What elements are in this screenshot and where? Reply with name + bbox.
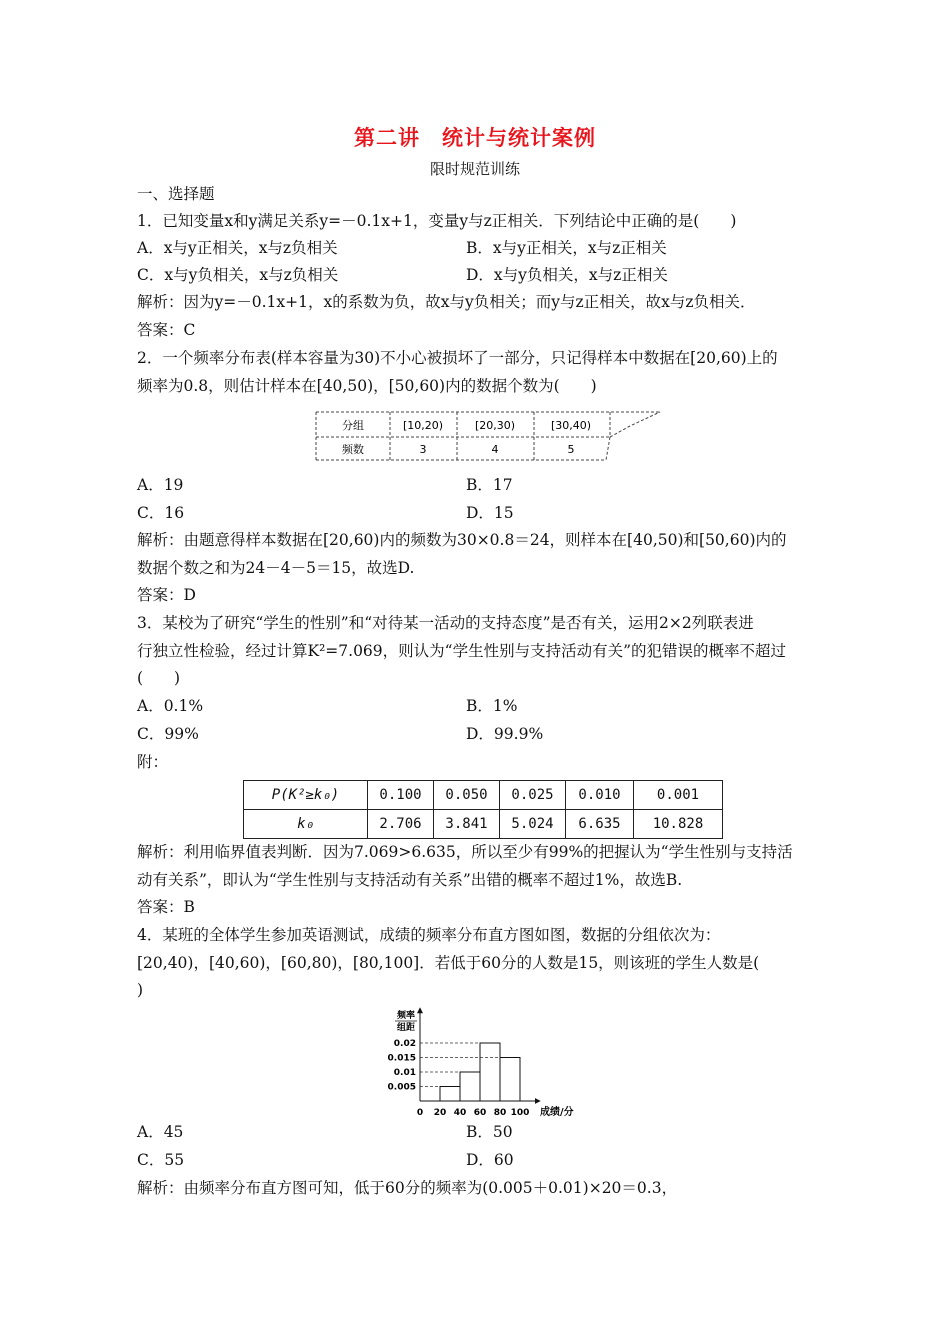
q4-option-a: A．45 bbox=[137, 1123, 184, 1141]
q2-option-b: B．17 bbox=[466, 476, 513, 494]
q2-table-header-group: 分组 bbox=[342, 419, 364, 432]
q1-option-c: C．x与y负相关，x与z负相关 bbox=[137, 266, 339, 284]
q2-option-d: D．15 bbox=[466, 504, 514, 522]
table-cell: 0.100 bbox=[368, 781, 434, 810]
table-cell: 5.024 bbox=[500, 810, 566, 839]
q4-option-d: D．60 bbox=[466, 1151, 514, 1169]
y-tick-label: 0.02 bbox=[393, 1039, 416, 1049]
x-tick-label: 60 bbox=[473, 1108, 487, 1118]
critical-value-table bbox=[243, 780, 723, 839]
q3-option-b: B．1% bbox=[466, 697, 518, 715]
table-cell: 6.635 bbox=[566, 810, 634, 839]
q1-option-a: A．x与y正相关，x与z负相关 bbox=[137, 239, 338, 257]
histogram-bar bbox=[480, 1043, 500, 1101]
q4-option-b: B．50 bbox=[466, 1123, 513, 1141]
table-row-label: P(K²≥k₀) bbox=[244, 781, 368, 810]
q2-option-a: A．19 bbox=[137, 476, 184, 494]
section-heading: 一、选择题 bbox=[137, 185, 215, 203]
q2-option-c: C．16 bbox=[137, 504, 185, 522]
y-tick-label: 0.015 bbox=[387, 1053, 416, 1064]
x-tick-label: 100 bbox=[510, 1108, 530, 1118]
q2-table-cell-1: 3 bbox=[419, 443, 427, 456]
table-row bbox=[244, 810, 723, 839]
origin-label: 0 bbox=[416, 1108, 424, 1118]
q3-appendix-label: 附： bbox=[137, 753, 169, 771]
q3-analysis-line2: 动有关系”，即认为“学生性别与支持活动有关系”出错的概率不超过1%，故选B. bbox=[137, 871, 683, 889]
y-tick-label: 0.01 bbox=[393, 1068, 416, 1078]
q4-stem-line3: ) bbox=[137, 981, 144, 999]
q1-option-d: D．x与y负相关，x与z正相关 bbox=[466, 266, 668, 284]
q2-stem-line1: 2．一个频率分布表(样本容量为30)不小心被损坏了一部分，只记得样本中数据在[20,60)上的 bbox=[137, 349, 778, 367]
q2-table-header-1: [10,20) bbox=[402, 419, 444, 432]
q3-stem-line2: 行独立性检验，经过计算K²=7.069，则认为“学生性别与支持活动有关”的犯错误的概率不超过 bbox=[137, 642, 787, 660]
histogram-bar bbox=[440, 1087, 460, 1102]
table-cell: 3.841 bbox=[434, 810, 500, 839]
q3-stem-line3: ( ) bbox=[137, 669, 181, 687]
q2-analysis-line2: 数据个数之和为24－4－5＝15，故选D. bbox=[137, 559, 415, 577]
page-subtitle: 限时规范训练 bbox=[429, 160, 520, 178]
q2-table-cell-2: 4 bbox=[491, 443, 499, 456]
frequency-histogram bbox=[360, 1004, 620, 1118]
q3-option-c: C．99% bbox=[137, 725, 199, 743]
table-cell: 10.828 bbox=[634, 810, 723, 839]
q2-table-header-3: [30,40) bbox=[550, 419, 592, 432]
table-cell: 0.001 bbox=[634, 781, 723, 810]
histogram-bar bbox=[500, 1058, 520, 1102]
table-cell: 0.010 bbox=[566, 781, 634, 810]
q2-stem-line2: 频率为0.8，则估计样本在[40,50)，[50,60)内的数据个数为( ) bbox=[137, 377, 597, 395]
q2-analysis-line1: 解析：由题意得样本数据在[20,60)内的频数为30×0.8＝24，则样本在[40,50)和[50,60)内的 bbox=[137, 531, 787, 549]
table-cell: 2.706 bbox=[368, 810, 434, 839]
q3-stem-line1: 3．某校为了研究“学生的性别”和“对待某一活动的支持态度”是否有关，运用2×2列联表进 bbox=[137, 614, 754, 632]
q2-table-header-2: [20,30) bbox=[474, 419, 516, 432]
y-axis-label-top: 频率 bbox=[396, 1011, 416, 1021]
table-cell: 0.025 bbox=[500, 781, 566, 810]
table-row-label: k₀ bbox=[244, 810, 368, 839]
table-row bbox=[244, 781, 723, 810]
q3-answer: 答案：B bbox=[137, 898, 195, 916]
q3-option-d: D．99.9% bbox=[466, 725, 544, 743]
q1-stem: 1．已知变量x和y满足关系y=－0.1x+1，变量y与z正相关．下列结论中正确的是( ) bbox=[137, 212, 737, 230]
q1-analysis: 解析：因为y=－0.1x+1，x的系数为负，故x与y负相关；而y与z正相关，故x与z负相关． bbox=[137, 293, 756, 311]
x-tick-label: 40 bbox=[453, 1108, 467, 1118]
q1-option-b: B．x与y正相关，x与z正相关 bbox=[466, 239, 667, 257]
q2-table-row-label: 频数 bbox=[342, 443, 364, 456]
table-cell: 0.050 bbox=[434, 781, 500, 810]
q3-analysis-line1: 解析：利用临界值表判断．因为7.069>6.635，所以至少有99%的把握认为“学生性别与支持活 bbox=[137, 843, 793, 861]
q4-stem-line2: [20,40)，[40,60)，[60,80)，[80,100]．若低于60分的人数是15，则该班的学生人数是( bbox=[137, 954, 760, 972]
x-axis-label: 成绩/分 bbox=[540, 1107, 574, 1118]
x-tick-label: 80 bbox=[493, 1108, 507, 1118]
q2-damaged-table bbox=[310, 408, 666, 464]
q3-option-a: A．0.1% bbox=[137, 697, 204, 715]
y-axis-label-bottom: 组距 bbox=[396, 1023, 416, 1033]
q1-answer: 答案：C bbox=[137, 321, 196, 339]
histogram-bar bbox=[460, 1072, 480, 1101]
q4-stem-line1: 4．某班的全体学生参加英语测试，成绩的频率分布直方图如图，数据的分组依次为： bbox=[137, 926, 721, 944]
q2-table-cell-3: 5 bbox=[567, 443, 575, 456]
q2-answer: 答案：D bbox=[137, 586, 196, 604]
y-tick-label: 0.005 bbox=[387, 1082, 416, 1093]
q4-analysis: 解析：由频率分布直方图可知，低于60分的频率为(0.005＋0.01)×20＝0.3， bbox=[137, 1179, 678, 1197]
x-tick-label: 20 bbox=[433, 1108, 447, 1118]
page-title: 第二讲 统计与统计案例 bbox=[354, 126, 596, 150]
q4-option-c: C．55 bbox=[137, 1151, 185, 1169]
